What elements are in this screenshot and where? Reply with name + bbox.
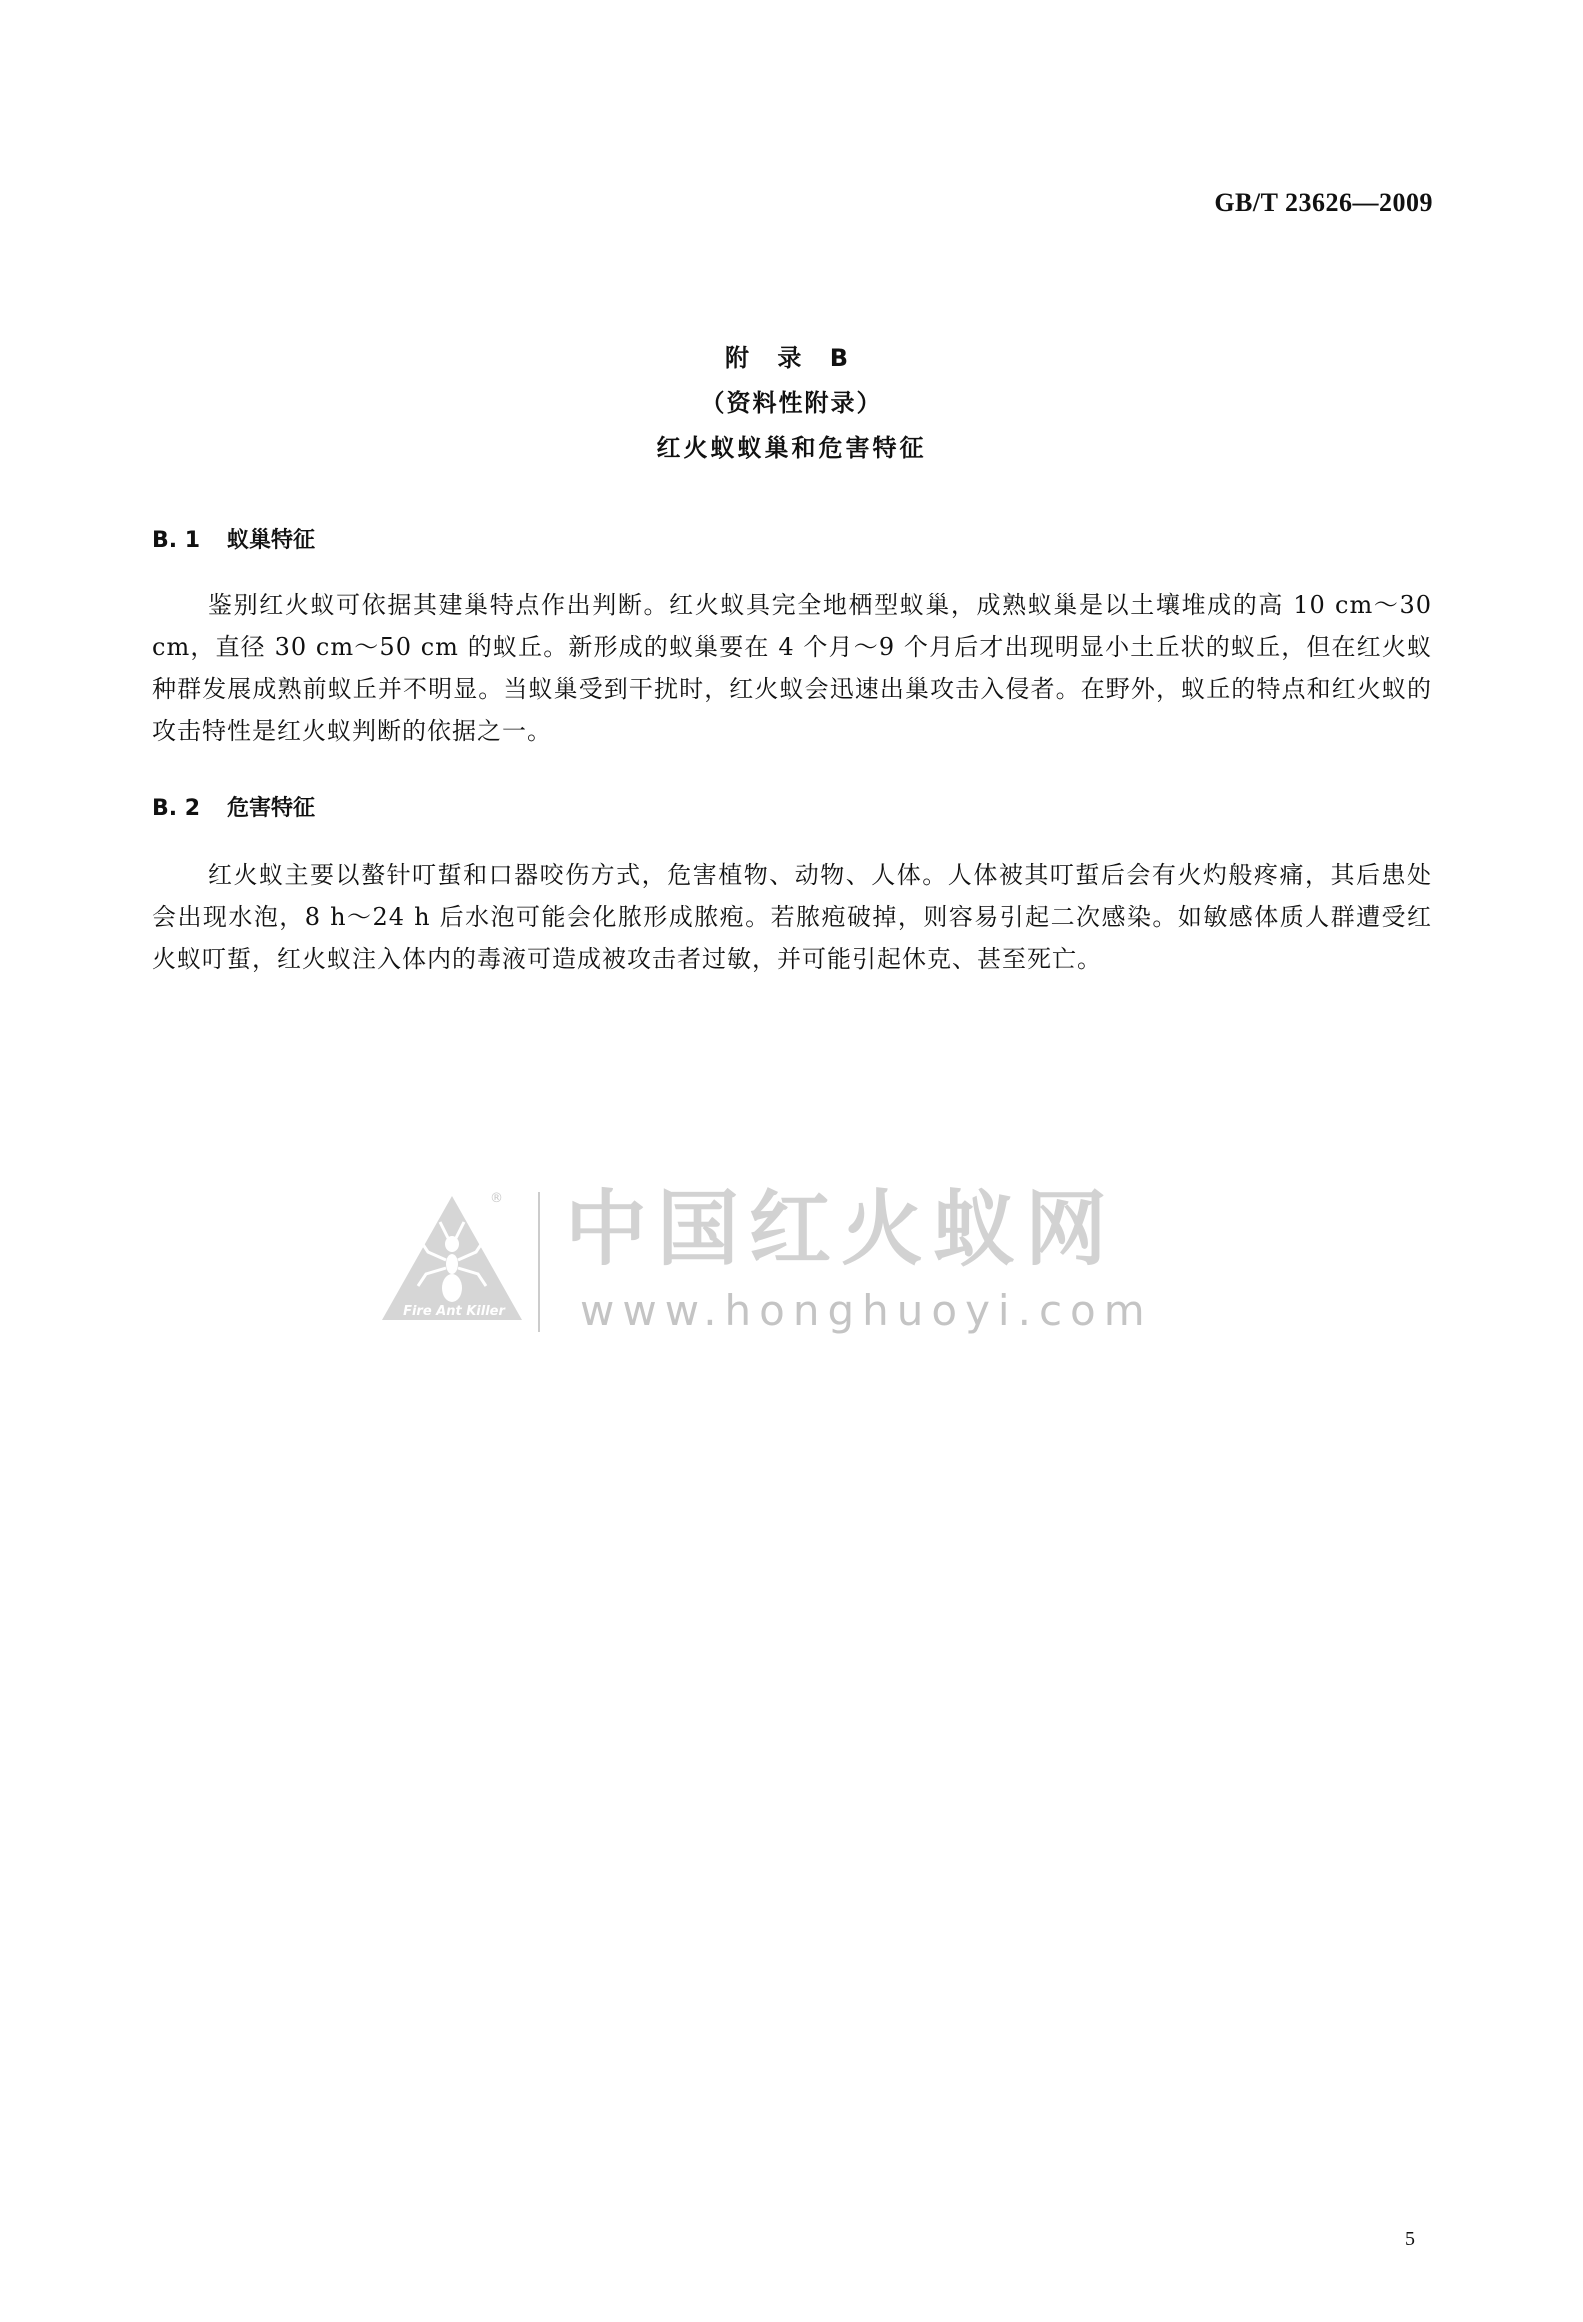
watermark-divider bbox=[538, 1192, 540, 1332]
site-watermark bbox=[380, 1182, 1200, 1342]
logo-text: Fire Ant Killer bbox=[403, 1304, 505, 1319]
appendix-type: （资料性附录） bbox=[700, 389, 883, 417]
appendix-label: 附 录 B bbox=[724, 344, 858, 372]
section-number: B. 1 bbox=[152, 528, 201, 553]
watermark-url: www.honghuoyi.com bbox=[580, 1286, 1153, 1335]
standard-number: GB/T 23626—2009 bbox=[1214, 188, 1433, 217]
fire-ant-logo-icon bbox=[380, 1182, 530, 1332]
section-heading-b2 bbox=[152, 791, 315, 822]
section-body-b1: 鉴别红火蚁可依据其建巢特点作出判断。红火蚁具完全地栖型蚁巢，成熟蚁巢是以土壤堆成的高 10 cm～30 cm，直径 30 cm～50 cm 的蚁丘。新形成的蚁巢要在 4 个月～9 个月后才出现明显小土丘状的蚁丘，但在红火蚁种群发展成熟前蚁丘并不明显。当蚁巢受到干扰时，红火蚁会迅速出巢攻击入侵者。在野外，蚁丘的特点和红火蚁的攻击特性是红火蚁判断的依据之一。 bbox=[152, 591, 1432, 745]
page-number: 5 bbox=[1405, 2228, 1415, 2250]
section-number: B. 2 bbox=[152, 796, 201, 821]
registered-mark: ® bbox=[490, 1191, 503, 1206]
section-heading-b1 bbox=[152, 523, 315, 554]
section-title: 蚁巢特征 bbox=[227, 528, 316, 553]
appendix-title: 红火蚁蚁巢和危害特征 bbox=[656, 434, 927, 462]
section-title: 危害特征 bbox=[227, 796, 316, 821]
section-body-b2: 红火蚁主要以螯针叮蜇和口器咬伤方式，危害植物、动物、人体。人体被其叮蜇后会有火灼般疼痛，其后患处会出现水泡，8 h～24 h 后水泡可能会化脓形成脓疱。若脓疱破掉，则容易引起二次感染。如敏感体质人群遭受红火蚁叮蜇，红火蚁注入体内的毒液可造成被攻击者过敏，并可能引起休克、甚至死亡。 bbox=[152, 861, 1432, 973]
watermark-title: 中国红火蚁网 bbox=[565, 1182, 1118, 1277]
